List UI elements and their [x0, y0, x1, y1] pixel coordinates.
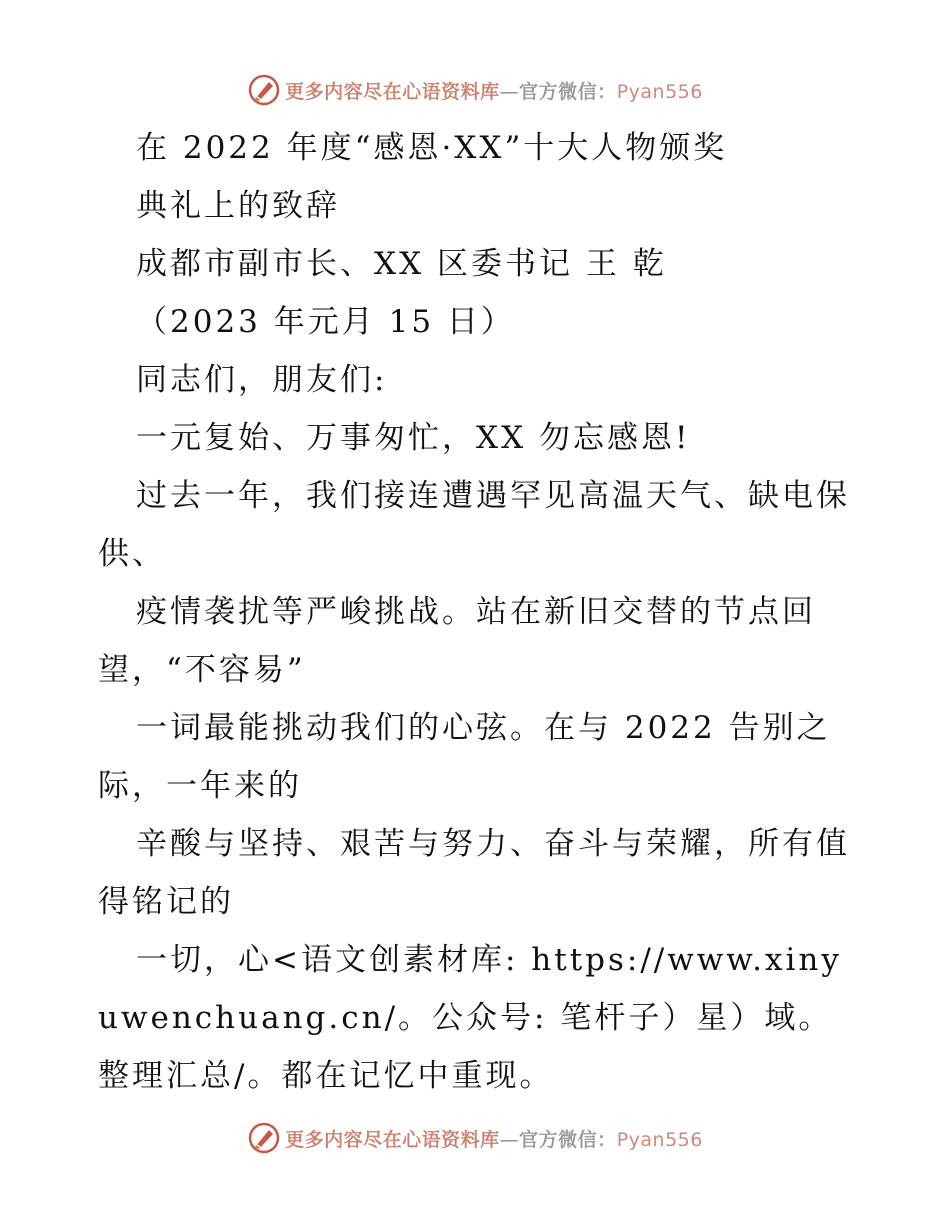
watermark-lead: 更多内容尽在心语资料库 [285, 1128, 500, 1151]
watermark-wechat-id: Pyan556 [616, 80, 703, 103]
doc-paragraph: 一词最能挑动我们的心弦。在与 2022 告别之际，一年来的 [98, 710, 831, 804]
watermark-text [285, 77, 703, 104]
doc-paragraph: 过去一年，我们接连遭遇罕见高温天气、缺电保供、 [98, 478, 850, 572]
speech-document [98, 119, 858, 1105]
watermark-lead: 更多内容尽在心语资料库 [285, 80, 500, 103]
doc-speaker: 成都市副市长、XX 区委书记 王 乾 [136, 246, 667, 282]
footer-watermark-banner [0, 1118, 950, 1158]
watermark-separator: — [499, 80, 520, 103]
doc-paragraph: 辛酸与坚持、艰苦与努力、奋斗与荣耀，所有值得铭记的 [98, 826, 850, 920]
header-watermark-banner [0, 70, 950, 110]
watermark-wechat-label: 官方微信： [519, 1128, 617, 1151]
watermark-separator: — [499, 1128, 520, 1151]
doc-paragraph: 疫情袭扰等严峻挑战。站在新旧交替的节点回望，“不容易” [98, 594, 816, 688]
watermark-text [285, 1125, 703, 1152]
doc-date: （2023 年元月 15 日） [136, 304, 515, 340]
pen-logo-icon [247, 1121, 281, 1155]
doc-title-line-1: 在 2022 年度“感恩·XX”十大人物颁奖 [136, 130, 728, 166]
watermark-wechat-id: Pyan556 [616, 1128, 703, 1151]
pen-logo-icon [247, 73, 281, 107]
watermark-wechat-label: 官方微信： [519, 80, 617, 103]
doc-title-line-2: 典礼上的致辞 [136, 188, 340, 224]
doc-paragraph: 一元复始、万事匆忙，XX 勿忘感恩! [136, 420, 691, 456]
doc-paragraph: 一切，心<语文创素材库: https://www.xinyuwenchuang.cn/。公众号: 笔杆子）星）域。整理汇总/。都在记忆中重现。 [98, 942, 842, 1094]
doc-salutation: 同志们，朋友们: [136, 362, 388, 398]
